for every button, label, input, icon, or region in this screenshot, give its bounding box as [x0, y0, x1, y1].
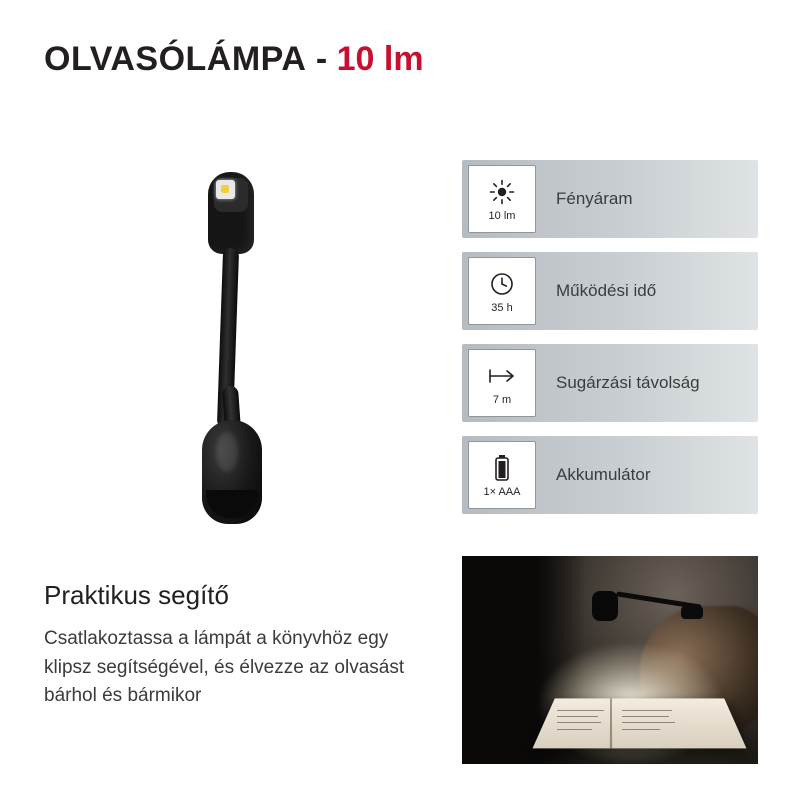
photo-book-spine [610, 698, 612, 748]
photo-text-line [622, 710, 672, 711]
photo-text-line [622, 729, 660, 730]
spec-value: 1× AAA [483, 486, 521, 498]
spec-badge [468, 441, 536, 509]
spec-label: Működési idő [556, 281, 657, 300]
sun-icon [489, 176, 515, 208]
feature-body: Csatlakoztassa a lámpát a könyvhöz egy klipsz segítségével, és élvezze az olvasást bárhol és bármikor [44, 628, 405, 706]
product-image [120, 150, 420, 550]
spec-row-beam-distance [462, 344, 758, 422]
page-title-accent: 10 lm [336, 40, 424, 78]
photo-text-line [557, 729, 593, 730]
lamp-clip-highlight [216, 432, 238, 472]
photo-text-line [557, 716, 598, 717]
arrow-distance-icon [487, 360, 517, 392]
spec-value: 10 lm [488, 210, 516, 222]
photo-text-line [557, 722, 601, 723]
spec-value: 35 h [491, 302, 513, 314]
feature-block [44, 580, 434, 711]
page-title [44, 40, 424, 79]
spec-row-luminous-flux [462, 160, 758, 238]
photo-lamp-clip [592, 591, 618, 621]
battery-icon [493, 452, 511, 484]
spec-value: 7 m [492, 394, 512, 406]
lifestyle-photo [462, 556, 758, 764]
page-title-separator: - [306, 40, 337, 78]
photo-text-line [557, 710, 604, 711]
spec-badge [468, 165, 536, 233]
photo-text-line [622, 722, 675, 723]
spec-list [462, 160, 758, 528]
spec-badge [468, 257, 536, 325]
spec-label: Sugárzási távolság [556, 373, 700, 392]
feature-heading: Praktikus segítő [44, 580, 229, 610]
spec-label: Akkumulátor [556, 465, 651, 484]
spec-row-operating-time [462, 252, 758, 330]
lamp-led-dot-shape [221, 185, 229, 193]
photo-lamp-head [681, 606, 703, 619]
page-title-main: OLVASÓLÁMPA [44, 40, 307, 78]
clock-icon [489, 268, 515, 300]
spec-badge [468, 349, 536, 417]
spec-row-battery [462, 436, 758, 514]
spec-label: Fényáram [556, 189, 633, 208]
photo-text-line [622, 716, 669, 717]
